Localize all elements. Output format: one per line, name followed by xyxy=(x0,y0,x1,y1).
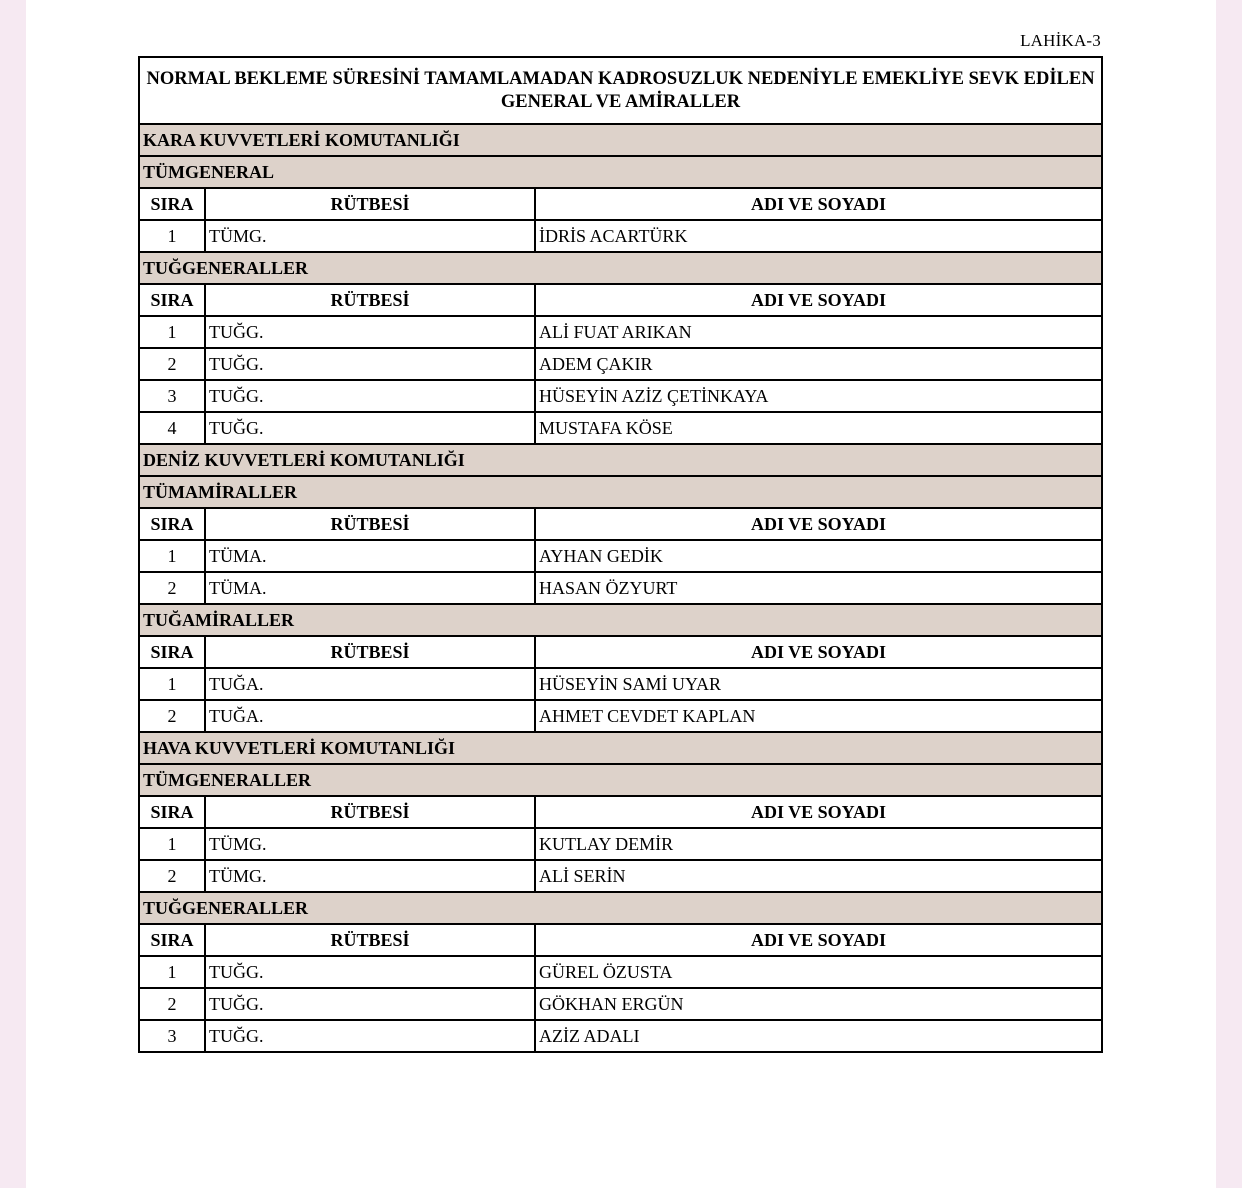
table-row xyxy=(139,220,1102,252)
sira-cell: 1 xyxy=(139,956,205,988)
rutbe-cell: TÜMG. xyxy=(205,860,535,892)
sira-cell: 2 xyxy=(139,700,205,732)
sira-cell: 1 xyxy=(139,540,205,572)
command-heading: KARA KUVVETLERİ KOMUTANLIĞI xyxy=(139,124,1102,156)
personnel-table xyxy=(138,56,1103,1053)
rutbe-cell: TÜMG. xyxy=(205,828,535,860)
name-cell: HÜSEYİN SAMİ UYAR xyxy=(535,668,1102,700)
column-header-row xyxy=(139,924,1102,956)
name-cell: MUSTAFA KÖSE xyxy=(535,412,1102,444)
table-row xyxy=(139,1020,1102,1052)
column-header-rutbe: RÜTBESİ xyxy=(205,284,535,316)
sira-cell: 1 xyxy=(139,668,205,700)
rank-group-row xyxy=(139,252,1102,284)
table-row xyxy=(139,380,1102,412)
column-header-row xyxy=(139,284,1102,316)
column-header-ad-soyad: ADI VE SOYADI xyxy=(535,508,1102,540)
rutbe-cell: TÜMA. xyxy=(205,540,535,572)
sira-cell: 2 xyxy=(139,348,205,380)
sira-cell: 2 xyxy=(139,572,205,604)
rank-group-row xyxy=(139,476,1102,508)
table-row xyxy=(139,572,1102,604)
column-header-rutbe: RÜTBESİ xyxy=(205,796,535,828)
table-row xyxy=(139,860,1102,892)
name-cell: GÖKHAN ERGÜN xyxy=(535,988,1102,1020)
table-row xyxy=(139,668,1102,700)
column-header-ad-soyad: ADI VE SOYADI xyxy=(535,924,1102,956)
sira-cell: 3 xyxy=(139,1020,205,1052)
table-row xyxy=(139,348,1102,380)
name-cell: GÜREL ÖZUSTA xyxy=(535,956,1102,988)
name-cell: ALİ SERİN xyxy=(535,860,1102,892)
document-title xyxy=(139,57,1102,124)
column-header-rutbe: RÜTBESİ xyxy=(205,508,535,540)
rank-group-heading: TUĞAMİRALLER xyxy=(139,604,1102,636)
column-header-row xyxy=(139,636,1102,668)
column-header-ad-soyad: ADI VE SOYADI xyxy=(535,188,1102,220)
table-body xyxy=(139,57,1102,1052)
name-cell: İDRİS ACARTÜRK xyxy=(535,220,1102,252)
sira-cell: 2 xyxy=(139,860,205,892)
name-cell: AZİZ ADALI xyxy=(535,1020,1102,1052)
column-header-row xyxy=(139,796,1102,828)
annex-label: LAHİKA-3 xyxy=(1020,31,1101,50)
sira-cell: 1 xyxy=(139,828,205,860)
rank-group-row xyxy=(139,764,1102,796)
sira-cell: 2 xyxy=(139,988,205,1020)
command-row xyxy=(139,444,1102,476)
sira-cell: 1 xyxy=(139,220,205,252)
rutbe-cell: TUĞA. xyxy=(205,700,535,732)
table-row xyxy=(139,412,1102,444)
column-header-rutbe: RÜTBESİ xyxy=(205,188,535,220)
rank-group-heading: TUĞGENERALLER xyxy=(139,252,1102,284)
rank-group-heading: TÜMGENERAL xyxy=(139,156,1102,188)
rank-group-row xyxy=(139,604,1102,636)
name-cell: ALİ FUAT ARIKAN xyxy=(535,316,1102,348)
rutbe-cell: TÜMA. xyxy=(205,572,535,604)
rutbe-cell: TUĞG. xyxy=(205,316,535,348)
command-heading: HAVA KUVVETLERİ KOMUTANLIĞI xyxy=(139,732,1102,764)
name-cell: HÜSEYİN AZİZ ÇETİNKAYA xyxy=(535,380,1102,412)
column-header-row xyxy=(139,188,1102,220)
rutbe-cell: TUĞG. xyxy=(205,380,535,412)
column-header-sira: SIRA xyxy=(139,796,205,828)
table-row xyxy=(139,828,1102,860)
rutbe-cell: TUĞG. xyxy=(205,956,535,988)
command-heading: DENİZ KUVVETLERİ KOMUTANLIĞI xyxy=(139,444,1102,476)
column-header-sira: SIRA xyxy=(139,924,205,956)
title-row xyxy=(139,57,1102,124)
rutbe-cell: TUĞG. xyxy=(205,988,535,1020)
column-header-ad-soyad: ADI VE SOYADI xyxy=(535,284,1102,316)
rank-group-heading: TÜMAMİRALLER xyxy=(139,476,1102,508)
rutbe-cell: TUĞA. xyxy=(205,668,535,700)
name-cell: HASAN ÖZYURT xyxy=(535,572,1102,604)
name-cell: KUTLAY DEMİR xyxy=(535,828,1102,860)
table-row xyxy=(139,540,1102,572)
column-header-ad-soyad: ADI VE SOYADI xyxy=(535,796,1102,828)
table-row xyxy=(139,700,1102,732)
sira-cell: 4 xyxy=(139,412,205,444)
column-header-sira: SIRA xyxy=(139,284,205,316)
name-cell: AYHAN GEDİK xyxy=(535,540,1102,572)
rutbe-cell: TUĞG. xyxy=(205,412,535,444)
command-row xyxy=(139,732,1102,764)
column-header-row xyxy=(139,508,1102,540)
name-cell: ADEM ÇAKIR xyxy=(535,348,1102,380)
rank-group-heading: TÜMGENERALLER xyxy=(139,764,1102,796)
table-row xyxy=(139,316,1102,348)
column-header-ad-soyad: ADI VE SOYADI xyxy=(535,636,1102,668)
rutbe-cell: TUĞG. xyxy=(205,1020,535,1052)
command-row xyxy=(139,124,1102,156)
table-row xyxy=(139,988,1102,1020)
rutbe-cell: TUĞG. xyxy=(205,348,535,380)
title-line-1: NORMAL BEKLEME SÜRESİNİ TAMAMLAMADAN KADROSUZLUK NEDENİYLE EMEKLİYE SEVK EDİLEN xyxy=(146,68,1095,89)
column-header-sira: SIRA xyxy=(139,188,205,220)
rank-group-row xyxy=(139,156,1102,188)
column-header-sira: SIRA xyxy=(139,508,205,540)
column-header-sira: SIRA xyxy=(139,636,205,668)
sira-cell: 3 xyxy=(139,380,205,412)
sira-cell: 1 xyxy=(139,316,205,348)
rutbe-cell: TÜMG. xyxy=(205,220,535,252)
title-line-2: GENERAL VE AMİRALLER xyxy=(500,91,741,112)
column-header-rutbe: RÜTBESİ xyxy=(205,636,535,668)
table-row xyxy=(139,956,1102,988)
rank-group-row xyxy=(139,892,1102,924)
document-page xyxy=(26,0,1216,1188)
name-cell: AHMET CEVDET KAPLAN xyxy=(535,700,1102,732)
column-header-rutbe: RÜTBESİ xyxy=(205,924,535,956)
rank-group-heading: TUĞGENERALLER xyxy=(139,892,1102,924)
